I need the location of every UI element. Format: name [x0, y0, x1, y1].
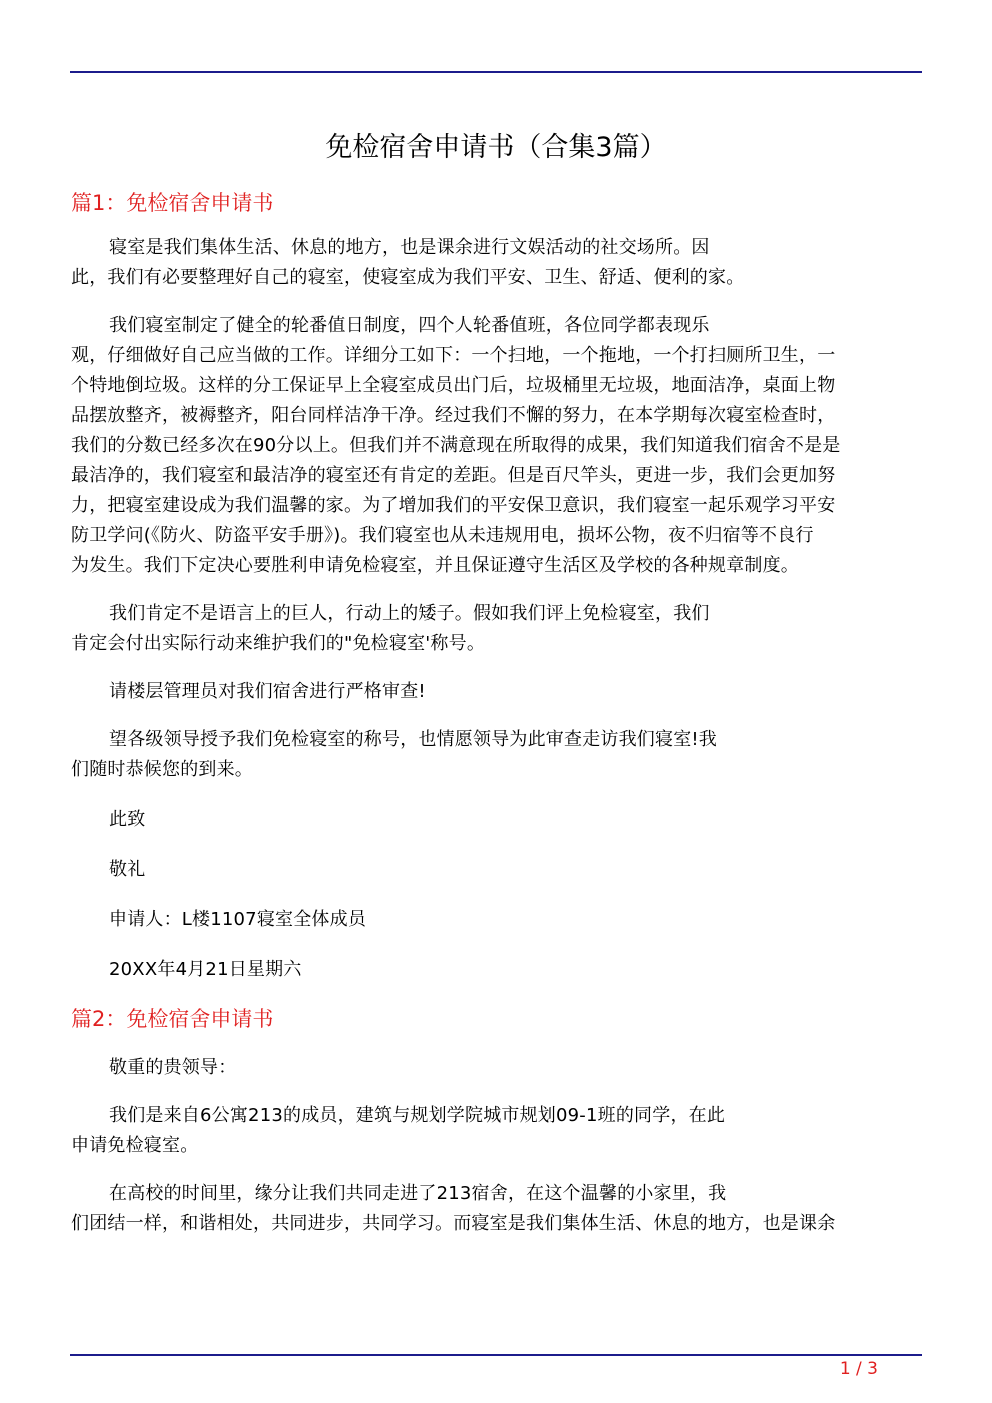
paragraph: 我们肯定不是语言上的巨人，行动上的矮子。假如我们评上免检寝室，我们 肯定会付出实际行动来维护我们的"免检寝室'称号。: [71, 603, 710, 654]
paragraph: 请楼层管理员对我们宿舍进行严格审查!: [109, 681, 426, 702]
document-body: [71, 183, 916, 1239]
paragraph: 寝室是我们集体生活、休息的地方，也是课余进行文娱活动的社交场所。因 此，我们有必要整理好自己的寝室，使寝室成为我们平安、卫生、舒适、便利的家。: [71, 237, 745, 288]
footer-rule: [70, 1354, 922, 1356]
date-line: 20XX年4月21日星期六: [109, 959, 302, 980]
section-heading-1: 篇1：免检宿舍申请书: [71, 191, 274, 215]
salutation: 敬重的贵领导：: [109, 1057, 237, 1078]
paragraph: 望各级领导授予我们免检寝室的称号，也情愿领导为此审查走访我们寝室!我 们随时恭候您的到来。: [71, 729, 718, 780]
paragraph: 在高校的时间里，缘分让我们共同走进了213宿舍，在这个温馨的小家里，我 们团结一样，和谐相处，共同进步，共同学习。而寝室是我们集体生活、休息的地方，也是课余: [71, 1183, 836, 1234]
page-number: 1 / 3: [839, 1359, 878, 1379]
paragraph: 我们是来自6公寓213的成员，建筑与规划学院城市规划09-1班的同学，在此 申请免检寝室。: [71, 1105, 726, 1156]
closing-salutation: 此致: [109, 809, 146, 830]
section-heading-2: 篇2：免检宿舍申请书: [71, 1007, 274, 1031]
document-title: 免检宿舍申请书（合集3篇）: [325, 132, 667, 163]
header-rule: [70, 71, 922, 73]
closing-regards: 敬礼: [109, 859, 146, 880]
paragraph: 我们寝室制定了健全的轮番值日制度，四个人轮番值班，各位同学都表现乐 观，仔细做好自己应当做的工作。详细分工如下：一个扫地，一个拖地，一个打扫厕所卫生，一 个特地倒垃圾。这样的分工保证早上全寝室成员出门后，垃圾桶里无垃圾，地面洁净，桌面上物 品摆放整齐，被褥整齐，阳台同样洁净干净。经过我们不懈的努力，在本学期每次寝室检查时， 我们的分数已经多次在90分以上。但我们并不满意现在所取得的成果，我们知道我们宿舍不是是 最洁净的，我们寝室和最洁净的寝室还有肯定的差距。但是百尺竿头，更进一步，我们会更加努 力，把寝室建设成为我们温馨的家。为了增加我们的平安保卫意识，我们寝室一起乐观学习平安 防卫学问(《防火、防盗平安手册》)。我们寝室也从未违规用电，损坏公物，夜不归宿等不良行 为发生。我们下定决心要胜利申请免检寝室，并且保证遵守生活区及学校的各种规章制度。: [71, 315, 841, 576]
applicant-line: 申请人：L楼1107寝室全体成员: [109, 909, 367, 930]
